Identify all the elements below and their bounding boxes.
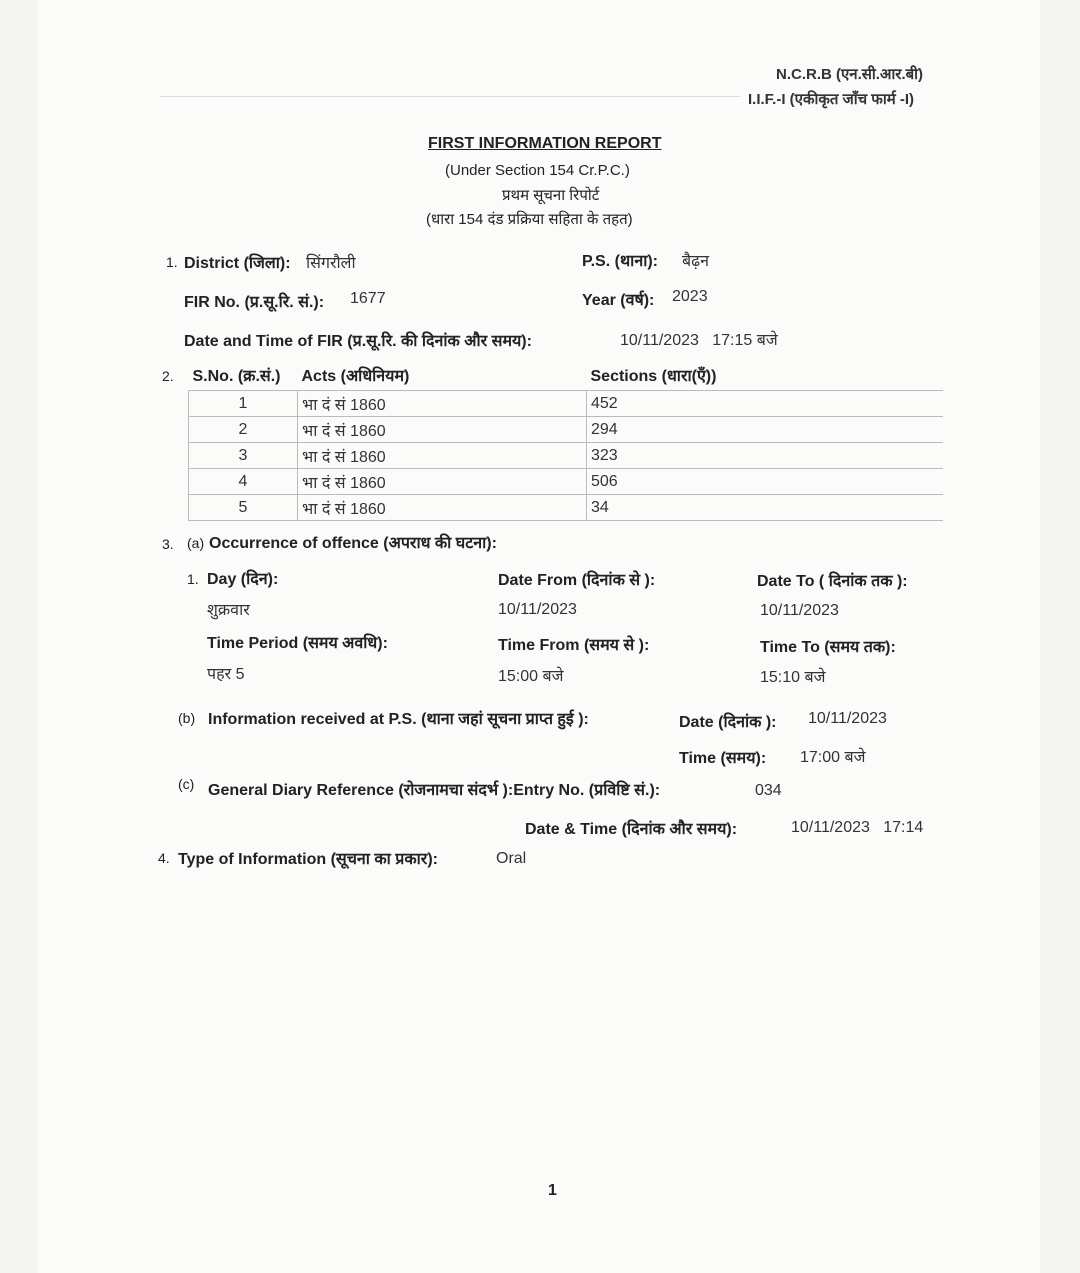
day-value: शुक्रवार bbox=[207, 602, 250, 619]
acts-sections-table bbox=[188, 360, 943, 521]
date-to-value: 10/11/2023 bbox=[760, 602, 839, 619]
district-label: District (जिला): bbox=[184, 255, 291, 272]
fir-datetime-label: Date and Time of FIR (प्र.सू.रि. की दिनांक और समय): bbox=[184, 333, 532, 350]
info-time-value: 17:00 बजे bbox=[800, 749, 866, 766]
act-cell: भा दं सं 1860 bbox=[298, 391, 587, 417]
section-number: 1. bbox=[166, 254, 178, 270]
act-cell: भा दं सं 1860 bbox=[298, 443, 587, 469]
section-cell: 294 bbox=[587, 417, 944, 443]
diary-datetime-value: 10/11/2023 17:14 bbox=[791, 819, 924, 836]
sno-column-header: S.No. (क्र.सं.) bbox=[192, 368, 281, 385]
sno-cell: 5 bbox=[189, 495, 298, 521]
divider-line bbox=[160, 96, 740, 97]
time-from-value: 15:00 बजे bbox=[498, 668, 564, 685]
acts-column-header: Acts (अधिनियम) bbox=[301, 368, 410, 385]
time-from-label: Time From (समय से ): bbox=[498, 637, 650, 654]
sno-cell: 1 bbox=[189, 391, 298, 417]
subsection-marker: (b) bbox=[178, 710, 196, 726]
time-period-value: पहर 5 bbox=[207, 666, 245, 683]
sno-cell: 3 bbox=[189, 443, 298, 469]
section-number: 3. bbox=[162, 536, 174, 552]
district-value: सिंगरौली bbox=[306, 255, 356, 272]
section-cell: 452 bbox=[587, 391, 944, 417]
report-title: FIRST INFORMATION REPORT bbox=[428, 135, 662, 152]
act-cell: भा दं सं 1860 bbox=[298, 417, 587, 443]
diary-datetime-label: Date & Time (दिनांक और समय): bbox=[525, 821, 738, 838]
table-header-row bbox=[189, 360, 944, 391]
date-to-label: Date To ( दिनांक तक ): bbox=[757, 573, 908, 590]
info-type-value: Oral bbox=[496, 850, 527, 867]
section-cell: 323 bbox=[587, 443, 944, 469]
time-to-label: Time To (समय तक): bbox=[760, 639, 896, 656]
info-date-value: 10/11/2023 bbox=[808, 710, 887, 727]
police-station-value: बैढ़न bbox=[682, 253, 710, 270]
page-number: 1 bbox=[548, 1182, 557, 1199]
table-row bbox=[189, 495, 944, 521]
date-from-value: 10/11/2023 bbox=[498, 601, 577, 618]
item-number: 1. bbox=[187, 571, 199, 587]
table-row bbox=[189, 391, 944, 417]
day-label: Day (दिन): bbox=[207, 571, 279, 588]
fir-number-value: 1677 bbox=[350, 290, 386, 307]
entry-number-value: 034 bbox=[755, 782, 782, 799]
section-cell: 506 bbox=[587, 469, 944, 495]
info-type-label: Type of Information (सूचना का प्रकार): bbox=[178, 851, 438, 868]
occurrence-label: Occurrence of offence (अपराध की घटना): bbox=[209, 535, 497, 552]
fir-datetime-value: 10/11/2023 17:15 बजे bbox=[620, 332, 778, 349]
info-time-label: Time (समय): bbox=[679, 750, 767, 767]
ncrb-header: N.C.R.B (एन.सी.आर.बी) bbox=[776, 66, 924, 83]
info-date-label: Date (दिनांक ): bbox=[679, 714, 777, 731]
year-value: 2023 bbox=[672, 288, 708, 305]
sections-column-header: Sections (धारा(एँ)) bbox=[590, 368, 717, 385]
report-title-hi: प्रथम सूचना रिपोर्ट bbox=[502, 187, 600, 204]
act-cell: भा दं सं 1860 bbox=[298, 469, 587, 495]
subsection-marker: (a) bbox=[187, 535, 205, 551]
table-row bbox=[189, 469, 944, 495]
sno-cell: 2 bbox=[189, 417, 298, 443]
report-subtitle-hi: (धारा 154 दंड प्रक्रिया सहिता के तहत) bbox=[426, 211, 633, 228]
section-number: 4. bbox=[158, 850, 170, 866]
section-cell: 34 bbox=[587, 495, 944, 521]
sno-cell: 4 bbox=[189, 469, 298, 495]
year-label: Year (वर्ष): bbox=[582, 292, 655, 309]
section-number: 2. bbox=[162, 368, 174, 384]
time-period-label: Time Period (समय अवधि): bbox=[207, 635, 388, 652]
table-row bbox=[189, 443, 944, 469]
act-cell: भा दं सं 1860 bbox=[298, 495, 587, 521]
info-received-label: Information received at P.S. (थाना जहां सूचना प्राप्त हुई ): bbox=[208, 711, 589, 728]
table-row bbox=[189, 417, 944, 443]
date-from-label: Date From (दिनांक से ): bbox=[498, 572, 656, 589]
report-subtitle-en: (Under Section 154 Cr.P.C.) bbox=[445, 162, 630, 179]
subsection-marker: (c) bbox=[178, 776, 195, 792]
general-diary-label: General Diary Reference (रोजनामचा संदर्भ ):Entry No. (प्रविष्टि सं.): bbox=[208, 782, 661, 799]
fir-number-label: FIR No. (प्र.सू.रि. सं.): bbox=[184, 294, 325, 311]
iif-header: I.I.F.-I (एकीकृत जाँच फार्म -I) bbox=[748, 91, 915, 108]
police-station-label: P.S. (थाना): bbox=[582, 253, 658, 270]
time-to-value: 15:10 बजे bbox=[760, 669, 826, 686]
